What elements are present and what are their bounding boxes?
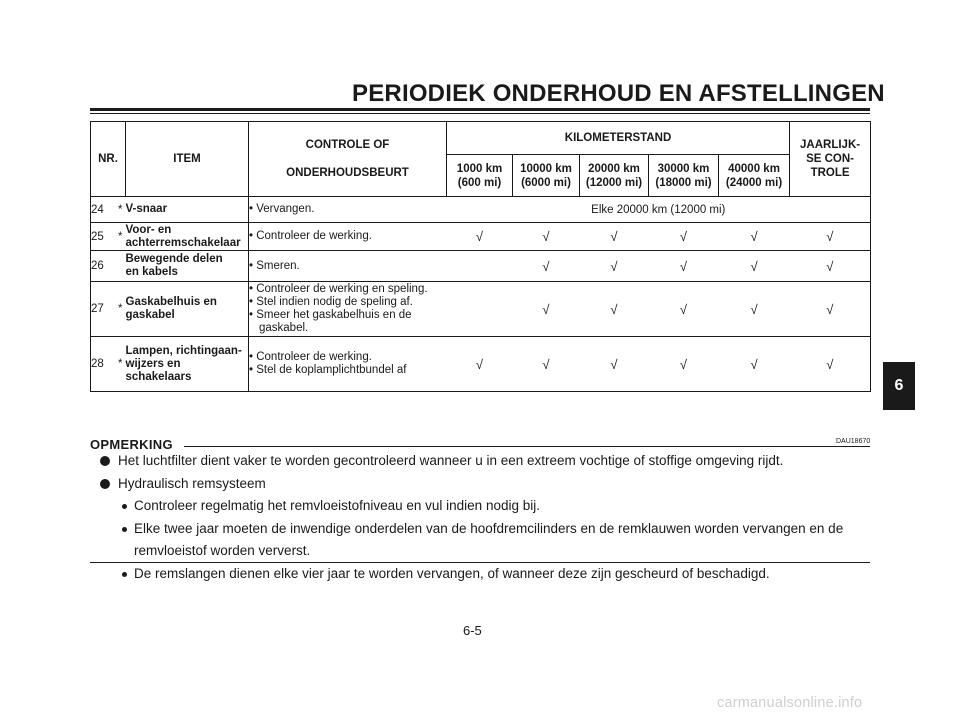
check-cell: √	[649, 251, 719, 282]
header-item: ITEM	[126, 122, 249, 197]
note-heading: OPMERKING	[90, 437, 173, 452]
title-rule-thin	[90, 113, 870, 114]
row-nr: 24 *	[91, 197, 126, 223]
row-control: • Vervangen.	[249, 197, 447, 223]
check-cell: √	[719, 223, 790, 251]
bullet-small-icon	[122, 504, 127, 509]
check-cell: √	[719, 282, 790, 337]
row-nr: 28 *	[91, 337, 126, 392]
check-cell: √	[719, 251, 790, 282]
check-cell: √	[513, 337, 580, 392]
row-control: • Controleer de werking. • Stel de koplamplichtbundel af	[249, 337, 447, 392]
table-row	[91, 197, 871, 223]
check-cell: √	[580, 223, 649, 251]
bullet-small-icon	[122, 527, 127, 532]
header-yearly-line2: SE CON-	[806, 153, 855, 165]
check-cell: √	[790, 337, 871, 392]
row-nr: 26	[91, 251, 126, 282]
document-code: DAU18670	[836, 438, 871, 445]
check-cell: √	[447, 223, 513, 251]
header-km-1000: 1000 km (600 mi)	[447, 155, 513, 197]
check-cell: √	[649, 282, 719, 337]
note-subitem: De remslangen dienen elke vier jaar te worden vervangen, of wanneer deze zijn gescheurd of beschadigd.	[90, 563, 880, 586]
page-title: PERIODIEK ONDERHOUD EN AFSTELLINGEN	[352, 80, 885, 107]
note-item: Het luchtfilter dient vaker te worden gecontroleerd wanneer u in een extreem vochtige of stoffige omgeving rijdt.	[90, 450, 880, 473]
check-cell: √	[447, 337, 513, 392]
row-item: Bewegende delen en kabels	[126, 251, 249, 282]
check-cell: √	[719, 337, 790, 392]
note-heading-rule	[184, 446, 870, 447]
check-cell	[447, 282, 513, 337]
row-item: V-snaar	[126, 197, 249, 223]
note-subitem: Elke twee jaar moeten de inwendige onderdelen van de hoofdremcilinders en de remklauwen worden vervangen en de remvloeistof worden ververst.	[90, 518, 880, 563]
check-cell	[447, 251, 513, 282]
note-bottom-rule	[90, 562, 870, 563]
note-subitem: Controleer regelmatig het remvloeistofniveau en vul indien nodig bij.	[90, 495, 880, 518]
header-yearly-line3: TROLE	[810, 167, 850, 179]
header-kilometerstand: KILOMETERSTAND	[447, 122, 790, 155]
maintenance-table	[90, 121, 871, 392]
check-cell: √	[513, 282, 580, 337]
row-item: Gaskabelhuis en gaskabel	[126, 282, 249, 337]
bullet-icon	[100, 479, 110, 489]
table-row	[91, 251, 871, 282]
check-cell: √	[649, 223, 719, 251]
bullet-small-icon	[122, 572, 127, 577]
header-nr: NR.	[91, 122, 126, 197]
header-yearly	[790, 122, 871, 197]
row-nr: 25 *	[91, 223, 126, 251]
row-control: • Controleer de werking en speling. • Stel indien nodig de speling af. • Smeer het gaskabelhuis en de gaskabel.	[249, 282, 447, 337]
table-row	[91, 223, 871, 251]
header-km-20000: 20000 km (12000 mi)	[580, 155, 649, 197]
header-control-line2: ONDERHOUDSBEURT	[286, 167, 409, 179]
header-yearly-line1: JAARLIJK-	[800, 139, 861, 151]
row-control: • Smeren.	[249, 251, 447, 282]
row-item: Lampen, richtingaan- wijzers en schakelaars	[126, 337, 249, 392]
check-cell: √	[649, 337, 719, 392]
header-km-10000: 10000 km (6000 mi)	[513, 155, 580, 197]
check-cell: √	[790, 251, 871, 282]
check-cell: √	[580, 251, 649, 282]
row-nr: 27 *	[91, 282, 126, 337]
header-control-line1: CONTROLE OF	[305, 139, 390, 151]
header-km-30000: 30000 km (18000 mi)	[649, 155, 719, 197]
check-cell: √	[513, 251, 580, 282]
row-interval-span: Elke 20000 km (12000 mi)	[447, 197, 871, 223]
row-control: • Controleer de werking.	[249, 223, 447, 251]
watermark: carmanualsonline.info	[717, 695, 863, 711]
note-body	[90, 450, 880, 585]
header-control	[249, 122, 447, 197]
check-cell: √	[580, 282, 649, 337]
row-item: Voor- en achterremschakelaar	[126, 223, 249, 251]
header-km-40000: 40000 km (24000 mi)	[719, 155, 790, 197]
bullet-icon	[100, 456, 110, 466]
page-number: 6-5	[463, 623, 482, 638]
chapter-tab: 6	[883, 362, 915, 410]
table-row	[91, 282, 871, 337]
check-cell: √	[790, 282, 871, 337]
check-cell: √	[790, 223, 871, 251]
note-item: Hydraulisch remsysteem	[90, 473, 880, 496]
check-cell: √	[580, 337, 649, 392]
check-cell: √	[513, 223, 580, 251]
table-row	[91, 337, 871, 392]
title-rule	[90, 108, 870, 111]
